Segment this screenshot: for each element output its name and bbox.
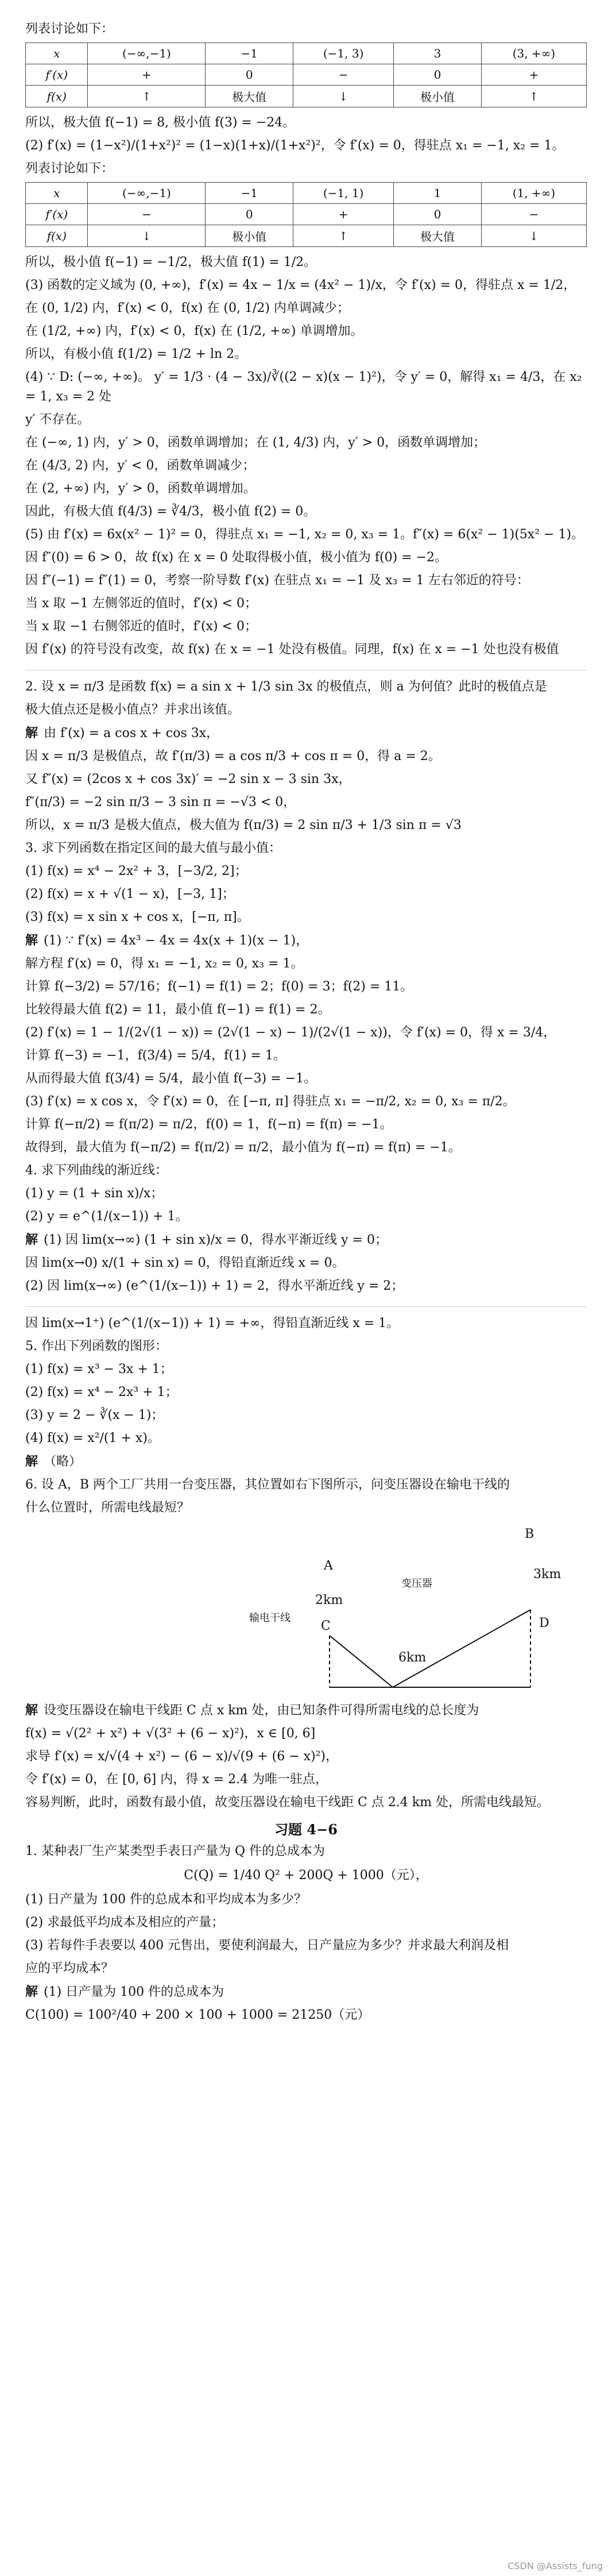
paragraph-text: C(100) = 100²/40 + 200 × 100 + 1000 = 21250（元） <box>25 2008 370 2022</box>
paragraph <box>25 1890 587 1910</box>
section-heading: 习题 4−6 <box>274 1821 338 1838</box>
table-cell: − <box>88 204 206 225</box>
table-row <box>26 43 587 64</box>
paragraph <box>25 1092 587 1112</box>
paragraph-text: (2) f(x) = x + √(1 − x)，[−3, 1]； <box>25 887 235 901</box>
transformer-diagram <box>25 1524 587 1696</box>
table-cell: ↑ <box>88 86 206 107</box>
table-cell: 极大值 <box>206 86 293 107</box>
paragraph-text: 应的平均成本？ <box>25 1961 114 1976</box>
variation-table <box>25 43 587 107</box>
paragraph-text: 故得到，最大值为 f(−π/2) = f(π/2) = π/2，最小值为 f(−π) = f(π) = −1。 <box>25 1140 461 1155</box>
paragraph-text: 因 lim(x→0) x/(1 + sin x) = 0，得铅直渐近线 x = 0。 <box>25 1256 345 1270</box>
paragraph <box>25 747 587 766</box>
transformer-label: 变压器 <box>401 1578 432 1590</box>
paragraph <box>25 1115 587 1135</box>
paragraph <box>25 113 587 133</box>
paragraph-text: 当 x 取 −1 左侧邻近的值时，f′(x) < 0； <box>25 596 257 611</box>
paragraph <box>25 1959 587 1979</box>
paragraph-text: (2) f′(x) = 1 − 1/(2√(1 − x)) = (2√(1 − x) − 1)/(2√(1 − x))，令 f′(x) = 0，得 x = 3/4， <box>25 1025 556 1040</box>
paragraph-text: 因 x = π/3 是极值点，故 f′(π/3) = a cos π/3 + cos π = 0，得 a = 2。 <box>25 749 441 763</box>
label-a: A <box>324 1559 333 1573</box>
paragraph <box>25 1913 587 1933</box>
watermark: CSDN @Assists_fung <box>508 2560 603 2571</box>
paragraph <box>25 276 587 295</box>
paragraph-text: (2) y = e^(1/(x−1)) + 1。 <box>25 1209 188 1224</box>
paragraph-text: 令 f′(x) = 0，在 [0, 6] 内，得 x = 2.4 为唯一驻点， <box>25 1772 328 1787</box>
paragraph-text: 在 (1/2, +∞) 内，f′(x) < 0，f(x) 在 (1/2, +∞) 单调增加。 <box>25 324 363 338</box>
paragraph <box>25 1793 587 1813</box>
paragraph <box>25 20 587 39</box>
solution-label: 解 <box>25 1232 38 1247</box>
paragraph <box>25 1314 587 1333</box>
paragraph <box>25 1770 587 1790</box>
table-cell: −1 <box>206 43 293 64</box>
paragraph-text: (1) 日产量为 100 件的总成本和平均成本为多少？ <box>25 1892 307 1907</box>
paragraph <box>25 159 587 179</box>
table-cell: f(x) <box>26 225 88 247</box>
paragraph <box>25 1724 587 1744</box>
paragraph <box>25 299 587 318</box>
paragraph-text: 所以，极大值 f(−1) = 8, 极小值 f(3) = −24。 <box>25 115 296 130</box>
paragraph <box>25 571 587 591</box>
table-cell: ↑ <box>481 86 586 107</box>
paragraph <box>25 525 587 545</box>
distance-cd: 6km <box>398 1651 427 1665</box>
paragraph-text: 在 (4/3, 2) 内，y′ < 0，函数单调减少； <box>25 458 255 473</box>
solution-label: 解 <box>25 1703 38 1718</box>
paragraph <box>25 1161 587 1181</box>
distance-b: 3km <box>533 1567 561 1582</box>
paragraph-text: (2) f′(x) = (1−x²)/(1+x²)² = (1−x)(1+x)/(1+x²)²，令 f′(x) = 0，得驻点 x₁ = −1, x₂ = 1。 <box>25 138 565 153</box>
table-cell: −1 <box>206 183 293 204</box>
paragraph-text: 因此，有极大值 f(4/3) = ∛4/3，极小值 f(2) = 0。 <box>25 504 316 519</box>
diagram-svg <box>25 1524 587 1696</box>
paragraph <box>25 1406 587 1425</box>
paragraph-text: 极大值点还是极小值点？并求出该值。 <box>25 703 241 717</box>
paragraph-text: 什么位置时，所需电线最短？ <box>25 1501 190 1515</box>
paragraph <box>25 1069 587 1089</box>
paragraph-text: (3) 函数的定义域为 (0, +∞)，f′(x) = 4x − 1/x = (4x² − 1)/x，令 f′(x) = 0，得驻点 x = 1/2， <box>25 278 576 292</box>
paragraph-text: 所以，x = π/3 是极大值点，极大值为 f(π/3) = 2 sin π/3 + 1/3 sin π = √3 <box>25 818 462 832</box>
paragraph-text: 因 f″(0) = 6 > 0，故 f(x) 在 x = 0 处取得极小值，极小值为 f(0) = −2。 <box>25 550 448 565</box>
document-content <box>25 20 587 2025</box>
paragraph-text: 设变压器设在输电干线距 C 点 x km 处，由已知条件可得所需电线的总长度为 <box>44 1703 479 1718</box>
paragraph <box>25 1747 587 1767</box>
table-row <box>26 225 587 247</box>
paragraph <box>25 1700 587 1721</box>
paragraph <box>25 345 587 364</box>
paragraph-text: (2) f(x) = x⁴ − 2x³ + 1； <box>25 1385 178 1399</box>
paragraph-text: y′ 不存在。 <box>25 412 90 427</box>
paragraph-text: (2) 因 lim(x→∞) (e^(1/(x−1)) + 1) = 2，得水平渐近线 y = 2； <box>25 1279 404 1293</box>
table-cell: (−∞,−1) <box>88 43 206 64</box>
table-cell: ↓ <box>481 225 586 247</box>
table-cell: x <box>26 183 88 204</box>
paragraph <box>25 1184 587 1204</box>
paragraph <box>25 885 587 904</box>
paragraph <box>25 1452 587 1472</box>
table-cell: f′(x) <box>26 204 88 225</box>
paragraph-text: 6. 设 A，B 两个工厂共用一台变压器，其位置如右下图所示，问变压器设在输电干线的 <box>25 1478 510 1492</box>
paragraph-text: 计算 f(−3/2) = 57/16；f(−1) = f(1) = 2；f(0) = 3；f(2) = 11。 <box>25 980 413 994</box>
paragraph-text: 列表讨论如下： <box>25 22 114 36</box>
paragraph-text: 从而得最大值 f(3/4) = 5/4，最小值 f(−3) = −1。 <box>25 1071 317 1086</box>
paragraph-text: 5. 作出下列函数的图形： <box>25 1339 168 1353</box>
table-cell: 0 <box>394 204 482 225</box>
paragraph <box>25 1498 587 1518</box>
table-cell: (3, +∞) <box>481 43 586 64</box>
table-cell: 0 <box>206 64 293 86</box>
paragraph-text: (1) f(x) = x³ − 3x + 1； <box>25 1362 173 1376</box>
paragraph-text: 因 lim(x→1⁺) (e^(1/(x−1)) + 1) = +∞，得铅直渐近线 x = 1。 <box>25 1316 400 1331</box>
table-cell: (1, +∞) <box>481 183 586 204</box>
wire-a <box>330 1636 393 1687</box>
paragraph-text: 在 (−∞, 1) 内，y′ > 0，函数单调增加；在 (1, 4/3) 内，y′ > 0，函数单调增加； <box>25 435 486 450</box>
paragraph <box>25 2006 587 2025</box>
paragraph <box>25 977 587 997</box>
table-row <box>26 204 587 225</box>
label-b: B <box>525 1527 534 1541</box>
paragraph <box>25 548 587 568</box>
label-c: C <box>321 1619 331 1633</box>
table-cell: 极小值 <box>206 225 293 247</box>
table-cell: ↓ <box>88 225 206 247</box>
variation-table <box>25 182 587 247</box>
paragraph <box>25 1383 587 1402</box>
paragraph <box>25 839 587 858</box>
table-row <box>26 183 587 204</box>
solution-label: 解 <box>25 1454 38 1469</box>
paragraph <box>25 816 587 835</box>
paragraph <box>25 322 587 341</box>
table-cell: f′(x) <box>26 64 88 86</box>
paragraph <box>25 617 587 637</box>
paragraph-text: 4. 求下列曲线的渐近线： <box>25 1163 168 1178</box>
table-cell: + <box>293 204 394 225</box>
paragraph <box>25 433 587 453</box>
paragraph-text: (3) f(x) = x sin x + cos x，[−π, π]。 <box>25 910 250 924</box>
paragraph-text: （略） <box>44 1455 82 1469</box>
paragraph <box>25 502 587 522</box>
paragraph <box>25 908 587 927</box>
solution-label: 解 <box>25 933 38 948</box>
paragraph <box>25 677 587 697</box>
paragraph <box>25 1337 587 1356</box>
paragraph-text: 比较得最大值 f(2) = 11，最小值 f(−1) = f(1) = 2。 <box>25 1002 331 1017</box>
paragraph-text: 因 f′(x) 的符号没有改变，故 f(x) 在 x = −1 处没有极值。同理，f(x) 在 x = −1 处也没有极值 <box>25 642 559 657</box>
paragraph <box>25 723 587 743</box>
paragraph-text: 2. 设 x = π/3 是函数 f(x) = a sin x + 1/3 sin 3x 的极值点，则 a 为何值？此时的极值点是 <box>25 680 547 694</box>
table-cell: 0 <box>206 204 293 225</box>
paragraph <box>25 1982 587 2002</box>
paragraph <box>25 456 587 476</box>
paragraph <box>25 594 587 614</box>
paragraph-text: 求导 f′(x) = x/√(4 + x²) − (6 − x)/√(9 + (6 − x)²)， <box>25 1749 339 1764</box>
paragraph-text: (3) y = 2 − ∛(x − 1)； <box>25 1408 164 1422</box>
paragraph-text: (5) 由 f′(x) = 6x(x² − 1)² = 0，得驻点 x₁ = −1, x₂ = 0, x₃ = 1。f″(x) = 6(x² − 1)(5x² − 1)。 <box>25 527 584 542</box>
paragraph-text: C(Q) = 1/40 Q² + 200Q + 1000（元）， <box>184 1868 428 1883</box>
table-cell: 1 <box>394 183 482 204</box>
table-cell: ↑ <box>293 225 394 247</box>
paragraph <box>25 410 587 430</box>
table-cell: − <box>481 204 586 225</box>
paragraph <box>25 1207 587 1227</box>
paragraph-text: (2) 求最低平均成本及相应的产量； <box>25 1915 224 1930</box>
paragraph-text: 计算 f(−π/2) = f(π/2) = π/2，f(0) = 1，f(−π) = f(π) = −1。 <box>25 1117 393 1132</box>
paragraph-text: 因 f″(−1) = f″(1) = 0，考察一阶导数 f′(x) 在驻点 x₁ = −1 及 x₃ = 1 左右邻近的符号： <box>25 573 529 588</box>
paragraph <box>25 1277 587 1296</box>
paragraph <box>25 1865 587 1887</box>
paragraph-text: f″(π/3) = −2 sin π/3 − 3 sin π = −√3 < 0， <box>25 795 296 809</box>
paragraph <box>25 1360 587 1379</box>
paragraph-text: (1) f(x) = x⁴ − 2x² + 3，[−3/2, 2]； <box>25 864 247 878</box>
solution-label: 解 <box>25 1984 38 1999</box>
paragraph-text: 容易判断，此时，函数有最小值，故变压器设在输电干线距 C 点 2.4 km 处，所需电线最短。 <box>25 1795 549 1810</box>
paragraph-text: 列表讨论如下： <box>25 161 114 176</box>
solution-label: 解 <box>25 726 38 741</box>
paragraph-text: 在 (0, 1/2) 内，f′(x) < 0，f(x) 在 (0, 1/2) 内单调减少； <box>25 301 350 315</box>
paragraph <box>25 1254 587 1273</box>
page-break-divider <box>25 1306 587 1307</box>
table-cell: (−1, 3) <box>293 43 394 64</box>
table-cell: f(x) <box>26 86 88 107</box>
paragraph-text: (3) f′(x) = x cos x，令 f′(x) = 0，在 [−π, π] 得驻点 x₁ = −π/2, x₂ = 0, x₃ = π/2。 <box>25 1094 516 1109</box>
paragraph-text: (4) f(x) = x²/(1 + x)。 <box>25 1431 160 1445</box>
paragraph-text: 所以，有极小值 f(1/2) = 1/2 + ln 2。 <box>25 347 247 361</box>
paragraph <box>25 862 587 881</box>
paragraph <box>25 136 587 156</box>
paragraph <box>25 1842 587 1861</box>
paragraph <box>25 479 587 499</box>
table-cell: + <box>481 64 586 86</box>
table-cell: ↓ <box>293 86 394 107</box>
paragraph-text: 1. 某种表厂生产某类型手表日产量为 Q 件的总成本为 <box>25 1844 326 1858</box>
table-cell: 极大值 <box>394 225 482 247</box>
paragraph-text: (1) 因 lim(x→∞) (1 + sin x)/x = 0，得水平渐近线 y = 0； <box>44 1233 388 1247</box>
table-cell: (−∞,−1) <box>88 183 206 204</box>
paragraph-text: (1) ∵ f′(x) = 4x³ − 4x = 4x(x + 1)(x − 1)， <box>44 934 309 948</box>
table-cell: (−1, 1) <box>293 183 394 204</box>
paragraph-text: 计算 f(−3) = −1，f(3/4) = 5/4，f(1) = 1。 <box>25 1048 286 1063</box>
paragraph <box>25 1230 587 1250</box>
paragraph <box>25 368 587 407</box>
paragraph <box>25 1429 587 1448</box>
paragraph <box>25 700 587 720</box>
paragraph <box>25 253 587 272</box>
main-line-label: 输电干线 <box>249 1612 290 1624</box>
paragraph <box>25 1000 587 1020</box>
paragraph <box>25 640 587 660</box>
paragraph-text: (4) ∵ D: (−∞, +∞)。 y′ = 1/3 · (4 − 3x)/∛((2 − x)(x − 1)²)，令 y′ = 0，解得 x₁ = 4/3，在 x₂ = 1, x₃ = 2 处 <box>25 370 582 404</box>
paragraph <box>25 954 587 974</box>
paragraph <box>25 1475 587 1495</box>
paragraph-text: f(x) = √(2² + x²) + √(3² + (6 − x)²)，x ∈ [0, 6] <box>25 1726 316 1741</box>
wire-b <box>393 1610 530 1687</box>
paragraph-text: 在 (2, +∞) 内，y′ > 0，函数单调增加。 <box>25 481 256 496</box>
paragraph-text: (3) 若每件手表要以 400 元售出，要使利润最大，日产量应为多少？并求最大利润及相 <box>25 1938 509 1953</box>
paragraph <box>25 1046 587 1066</box>
paragraph-text: 当 x 取 −1 右侧邻近的值时，f′(x) < 0； <box>25 619 257 634</box>
paragraph-text: (1) 日产量为 100 件的总成本为 <box>44 1985 224 1999</box>
table-cell: − <box>293 64 394 86</box>
table-cell: + <box>88 64 206 86</box>
distance-a: 2km <box>315 1593 343 1607</box>
table-cell: 0 <box>394 64 482 86</box>
paragraph <box>25 770 587 789</box>
label-d: D <box>539 1616 549 1630</box>
paragraph-text: 又 f″(x) = (2cos x + cos 3x)′ = −2 sin x − 3 sin 3x， <box>25 772 351 786</box>
paragraph <box>25 793 587 812</box>
paragraph <box>25 1936 587 1956</box>
paragraph <box>25 931 587 951</box>
paragraph-text: 3. 求下列函数在指定区间的最大值与最小值： <box>25 841 281 855</box>
paragraph <box>25 1138 587 1158</box>
table-cell: x <box>26 43 88 64</box>
table-cell: 3 <box>394 43 482 64</box>
paragraph-text: 解方程 f′(x) = 0，得 x₁ = −1, x₂ = 0, x₃ = 1。 <box>25 957 304 971</box>
paragraph-text: (1) y = (1 + sin x)/x； <box>25 1186 164 1201</box>
paragraph-text: 由 f′(x) = a cos x + cos 3x， <box>44 726 219 741</box>
paragraph <box>25 1023 587 1043</box>
paragraph-text: 所以，极小值 f(−1) = −1/2，极大值 f(1) = 1/2。 <box>25 255 317 269</box>
table-row <box>26 64 587 86</box>
table-cell: 极小值 <box>394 86 482 107</box>
table-row <box>26 86 587 107</box>
